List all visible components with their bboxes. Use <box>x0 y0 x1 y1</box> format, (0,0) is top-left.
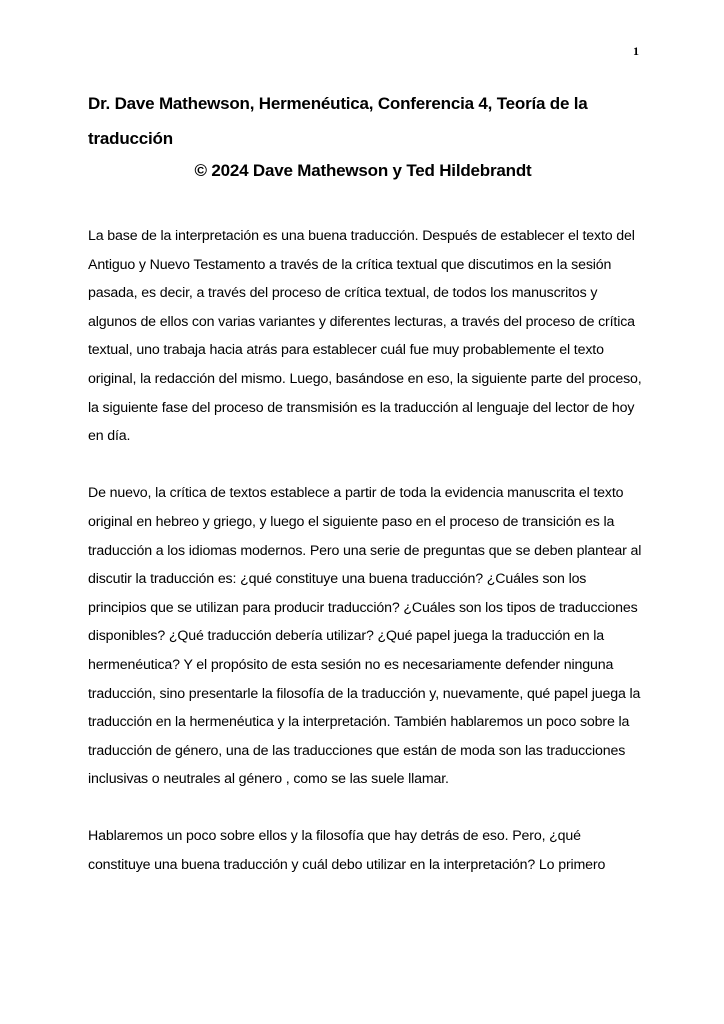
page-number: 1 <box>633 44 639 58</box>
paragraph-2: De nuevo, la crítica de textos establece a partir de toda la evidencia manuscrita el texto original en hebreo y griego, y luego el siguiente paso en el proceso de transición es la traducción a los idiomas modernos. Pero una serie de preguntas que se deben plantear al discutir la traducción es: ¿qué constituye una buena traducción? ¿Cuáles son los principios que se utilizan para producir traducción? ¿Cuáles son los tipos de traducciones disponibles? ¿Qué traducción debería utilizar? ¿Qué papel juega la traducción en la hermenéutica? Y el propósito de esta sesión no es necesariamente defender ninguna traducción, sino presentarle la filosofía de la traducción y, nuevamente, qué papel juega la traducción en la hermenéutica y la interpretación. También hablaremos un poco sobre la traducción de género, una de las traducciones que están de moda son las traducciones inclusivas o neutrales al género , como se las suele llamar. <box>88 485 642 788</box>
document-title: Dr. Dave Mathewson, Hermenéutica, Conferencia 4, Teoría de la traducción <box>88 94 588 148</box>
copyright-line: © 2024 Dave Mathewson y Ted Hildebrandt <box>194 161 532 180</box>
document-body <box>88 222 644 908</box>
paragraph-1: La base de la interpretación es una buena traducción. Después de establecer el texto del Antiguo y Nuevo Testamento a través de la crítica textual que discutimos en la sesión pasada, es decir, a través del proceso de crítica textual, de todos los manuscritos y algunos de ellos con varias variantes y diferentes lecturas, a través del proceso de crítica textual, uno trabaja hacia atrás para establecer cuál fue muy probablemente el texto original, la redacción del mismo. Luego, basándose en eso, la siguiente parte del proceso, la siguiente fase del proceso de transmisión es la traducción al lenguaje del lector de hoy en día. <box>88 228 642 445</box>
paragraph-3: Hablaremos un poco sobre ellos y la filosofía que hay detrás de eso. Pero, ¿qué constituye una buena traducción y cuál debo utilizar en la interpretación? Lo primero <box>88 828 606 874</box>
